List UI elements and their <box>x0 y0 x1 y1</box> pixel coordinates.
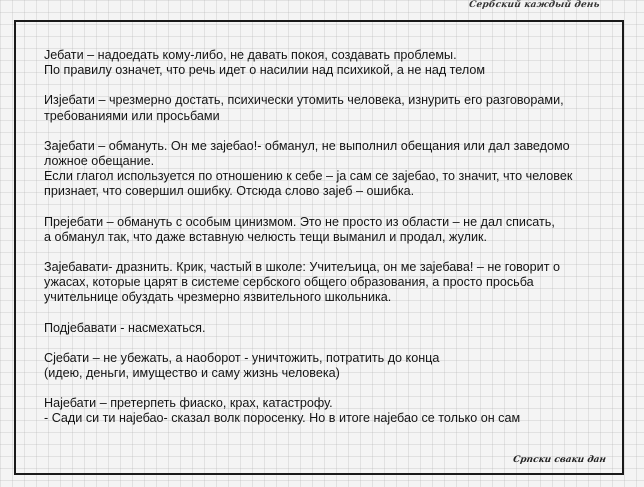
paragraph-zajebavati <box>44 260 624 306</box>
text-line: учительнице обуздать чрезмерно язвительного школьника. <box>44 290 392 305</box>
text-line: Зајебати – обмануть. Он ме зајебао!- обманул, не выполнил обещания или дал заведомо <box>44 138 570 153</box>
text-line: По правилу означет, что речь идет о насилии над психикой, а не над телом <box>44 63 486 78</box>
paragraph-izjebati <box>44 93 624 123</box>
text-line: Подјебавати - насмехаться. <box>44 320 206 335</box>
text-line: Если глагол используется по отношению к себе – ја сам се зајебао, то значит, что человек <box>44 169 573 184</box>
text-line: Изјебати – чрезмерно достать, психически утомить человека, изнурить его разговорами, <box>44 93 564 108</box>
text-line: (идею, деньги, имущество и саму жизнь человека) <box>44 366 340 381</box>
text-line: Најебати – претерпеть фиаско, крах, катастрофу. <box>44 396 333 411</box>
paragraph-jebati <box>44 48 624 78</box>
paragraph-najebati <box>44 396 624 426</box>
text-content <box>44 48 624 442</box>
text-line: Јебати – надоедать кому-либо, не давать покоя, создавать проблемы. <box>44 48 457 62</box>
paragraph-zajebati <box>44 139 624 200</box>
paragraph-podjebavati <box>44 321 624 336</box>
header-signature: Сербский каждый день <box>468 0 601 10</box>
text-line: Прејебати – обмануть с особым цинизмом. Это не просто из области – не дал списать, <box>44 214 555 229</box>
footer-signature: Српски сваки дан <box>512 455 607 465</box>
text-line: Зајебавати- дразнить. Крик, частый в школе: Учитељица, он ме зајебава! – не говорит о <box>44 260 560 275</box>
paragraph-sjebati <box>44 351 624 381</box>
text-line: Сјебати – не убежать, а наоборот - уничтожить, потратить до конца <box>44 350 440 365</box>
text-line: а обманул так, что даже вставную челюсть тещи выманил и продал, жулик. <box>44 229 487 244</box>
text-line: ужасах, которые царят в системе сербского общего образования, а просто просьба <box>44 275 534 290</box>
paragraph-prejebati <box>44 215 624 245</box>
text-line: признает, что совершил ошибку. Отсюда слово зајеб – ошибка. <box>44 184 415 199</box>
text-line: ложное обещание. <box>44 154 155 169</box>
text-line: - Сади си ти најебао- сказал волк поросенку. Но в итоге најебао се только он сам <box>44 411 521 426</box>
text-line: требованиями или просьбами <box>44 108 220 123</box>
